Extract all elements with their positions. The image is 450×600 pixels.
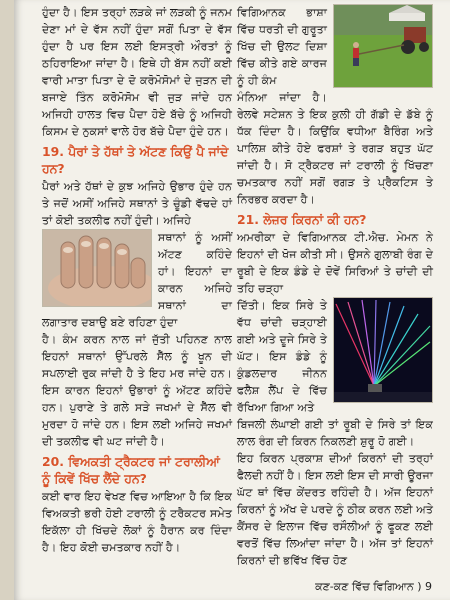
tractor-photo-illustration [334,5,432,87]
para-21d: ਇਹ ਕਿਰਨ ਪ੍ਰਕਾਸ਼ ਦੀਆਂ ਕਿਰਨਾਂ ਦੀ ਤਰ੍ਹਾਂ ਫੈਲਦੀ ਨਹੀਂ ਹੈ। ਇਸ ਲਈ ਇਸ ਦੀ ਸਾਰੀ ਊਰਜਾ ਘੱਟ ਥਾਂ ਵਿੱਚ ਕੇਂਦਰਤ ਰਹਿੰਦੀ ਹੈ। ਅੱਜ ਇਹਨਾਂ ਕਿਰਨਾਂ ਨੂੰ ਅੱਖ ਦੇ ਪਰਦੇ ਨੂੰ ਠੀਕ ਕਰਨ ਲਈ ਅਤੇ ਕੈਂਸਰ ਦੇ ਇਲਾਜ ਵਿੱਚ ਰਸੌਲੀਆਂ ਨੂੰ ਫੂਕਣ ਲਈ ਵਰਤੋਂ ਵਿੱਚ ਲਿਆਂਦਾ ਜਾਂਦਾ ਹੈ। ਅੱਜ ਤਾਂ ਇਹਨਾਂ ਕਿਰਨਾਂ ਦੀ ਭਵਿੱਖ ਵਿੱਚ ਹੋਣ [237,452,433,567]
callused-hands-photo [42,229,152,307]
book-page [14,0,450,600]
para-19b: ਸਥਾਨਾਂ ਨੂੰ ਅਸੀਂ ਅੱਟਣ ਕਹਿੰਦੇ ਹਾਂ। ਇਹਨਾਂ ਦਾ ਕਾਰਨ ਅਜਿਹੇ ਸਥਾਨਾਂ ਦਾ ਲਗਾਤਾਰ ਦਬਾਉ ਬਣੇ ਰਹਿਣਾ ਹੁੰਦਾ [42,231,232,329]
para-20b-rest: ਮੰਨਿਆ ਜਾਂਦਾ ਹੈ। ਰੇਲਵੇ ਸਟੇਸ਼ਨ ਤੇ ਇਕ ਕੁਲੀ ਹੀ ਗੱਡੀ ਦੇ ਡੱਬੇ ਨੂੰ ਧੱਕ ਦਿੰਦਾ ਹੈ। ਕਿਉਂਕਿ ਵਧੀਆ ਬੈਰਿੰਗ ਅਤੇ ਪਾਲਿਸ਼ ਕੀਤੇ ਹੋਏ ਫਰਸ਼ਾਂ ਤੇ ਰਗੜ ਬਹੁਤ ਘੱਟ ਜਾਂਦੀ ਹੈ। ਸੋ ਟ੍ਰੈਕਟਰ ਜਾਂ ਟਰਾਲੀ ਨੂੰ ਖਿੱਚਣਾ ਚਮਤਕਾਰ ਨਹੀਂ ਸਗੋਂ ਰਗੜ ਤੇ ਪ੍ਰੈਕਟਿਸ ਤੇ ਨਿਰਭਰ ਕਰਦਾ ਹੈ। [237,91,433,206]
para-20b-top: ਵਿਗਿਆਨਕ ਭਾਸ਼ਾ ਵਿੱਚ ਧਰਤੀ ਦੀ ਗੁਰੂਤਾ ਖਿੱਚ ਦੀ ਉਲਟ ਦਿਸ਼ਾ ਵਿੱਚ ਕੀਤੇ ਗਏ ਕਾਰਜ ਨੂੰ ਹੀ ਕੰਮ [237,6,327,87]
page-gutter [0,0,14,600]
laser-beams-photo [333,297,433,403]
hand-photo-illustration [43,230,151,306]
para-20: ਕਈ ਵਾਰ ਇਹ ਵੇਖਣ ਵਿਚ ਆਇਆ ਹੈ ਕਿ ਇਕ ਵਿਅਕਤੀ ਭਰੀ ਹੋਈ ਟਰਾਲੀ ਨੂੰ ਟਰੈਕਟਰ ਸਮੇਤ ਇਕੱਲਾ ਹੀ ਖਿੱਚਦੇ ਲੋਕਾਂ ਨੂੰ ਹੈਰਾਨ ਕਰ ਦਿੰਦਾ ਹੈ। ਇਹ ਕੋਈ ਚਮਤਕਾਰ ਨਹੀਂ ਹੈ। [42,490,232,554]
right-column [237,4,433,569]
heading-20: 20. ਵਿਅਕਤੀ ਟ੍ਰੈਕਟਰ ਜਾਂ ਟਰਾਲੀਆਂ ਨੂੰ ਕਿਵੇਂ ਖਿੱਚ ਲੈਂਦੇ ਹਨ? [42,454,220,486]
intro-paragraph: ਹੁੰਦਾ ਹੈ। ਇਸ ਤਰ੍ਹਾਂ ਲੜਕੇ ਜਾਂ ਲੜਕੀ ਨੂੰ ਜਨਮ ਦੇਣਾ ਮਾਂ ਦੇ ਵੱਸ ਨਹੀਂ ਹੁੰਦਾ ਸਗੋਂ ਪਿਤਾ ਦੇ ਵੱਸ ਹੁੰਦਾ ਹੈ ਪਰ ਇਸ ਲਈ ਇਸਤ੍ਰੀ ਔਰਤਾਂ ਨੂੰ ਠਹਿਰਾਇਆ ਜਾਂਦਾ ਹੈ। ਇਥੇ ਹੀ ਬੱਸ ਨਹੀਂ ਕਈ ਵਾਰੀ ਮਾਤਾ ਪਿਤਾ ਦੇ ਦੋ ਕਰੋਮੋਸੋਮਾਂ ਦੇ ਜੁੜਨ ਦੀ ਬਜਾਏ ਤਿੰਨ ਕਰੋਮੋਸੋਮ ਵੀ ਜੁੜ ਜਾਂਦੇ ਹਨ ਅਜਿਹੀ ਹਾਲਤ ਵਿਚ ਪੈਦਾ ਹੋਏ ਬੱਚੇ ਨੂੰ ਅਜਿਹੀ ਕਿਸਮ ਦੇ ਨੁਕਸਾਂ ਵਾਲੇ ਹੋਰ ਬੱਚੇ ਪੈਦਾ ਹੁੰਦੇ ਹਨ। [42,6,232,138]
book-title: ਕਣ-ਕਣ ਵਿੱਚ ਵਿਗਿਆਨ [315,580,414,593]
para-21b: ਦਿੱਤੀ। ਇਕ ਸਿਰੇ ਤੇ ਵੱਧ ਚਾਂਦੀ ਚੜ੍ਹਾਈ ਗਈ ਅਤੇ ਦੂਜੇ ਸਿਰੇ ਤੇ ਘੱਟ। ਇਸ ਡੰਡੇ ਨੂੰ ਕੁੰਡਲਦਾਰ ਜੀਨਨ ਫਲੈਸ਼ ਲੈਂਪ ਦੇ ਵਿੱਚ ਰੱਖਿਆ ਗਿਆ ਅਤੇ [237,299,327,414]
para-21c: ਬਿਜਲੀ ਲੰਘਾਈ ਗਈ ਤਾਂ ਰੂਬੀ ਦੇ ਸਿਰੇ ਤਾਂ ਇਕ ਲਾਲ ਰੰਗ ਦੀ ਕਿਰਨ ਨਿਕਲਣੀ ਸ਼ੁਰੂ ਹੋ ਗਈ। [237,418,433,448]
para-19c: ਹੈ। ਕੰਮ ਕਰਨ ਨਾਲ ਜਾਂ ਜੁੱਤੀ ਪਹਿਨਣ ਨਾਲ ਇਹਨਾਂ ਸਥਾਨਾਂ ਉੱਪਰਲੇ ਸੈੱਲ ਨੂੰ ਖੂਨ ਦੀ ਸਪਲਾਈ ਰੁਕ ਜਾਂਦੀ ਹੈ ਤੇ ਇਹ ਮਰ ਜਾਂਦੇ ਹਨ। ਇਸ ਕਾਰਨ ਇਹਨਾਂ ਉਭਾਰਾਂ ਨੂੰ ਅੱਟਣ ਕਹਿੰਦੇ ਹਨ। ਪੁਰਾਣੇ ਤੇ ਗਲੇ ਸੜੇ ਜਖਮਾਂ ਦੇ ਸੈੱਲ ਵੀ ਮੁਰਦਾ ਹੋ ਜਾਂਦੇ ਹਨ। ਇਸ ਲਈ ਅਜਿਹੇ ਜਖਮਾਂ ਦੀ ਤਕਲੀਫ ਵੀ ਘਟ ਜਾਂਦੀ ਹੈ। [42,333,232,448]
laser-photo-illustration [334,298,432,402]
heading-19: 19. ਪੈਰਾਂ ਤੇ ਹੱਥਾਂ ਤੇ ਅੱਟਣ ਕਿਉਂ ਪੈ ਜਾਂਦੇ ਹਨ? [42,144,229,176]
para-19a: ਪੈਰਾਂ ਅਤੇ ਹੱਥਾਂ ਦੇ ਕੁਝ ਅਜਿਹੇ ਉਭਾਰ ਹੁੰਦੇ ਹਨ ਤੇ ਜਦੋਂ ਅਸੀਂ ਅਜਿਹੇ ਸਥਾਨਾਂ ਤੇ ਚੂੰਡੀ ਵੱਢਦੇ ਹਾਂ ਤਾਂ ਕੋਈ ਤਕਲੀਫ ਨਹੀਂ ਹੁੰਦੀ। ਅਜਿਹੇ [42,180,232,227]
page-footer [315,580,432,594]
para-21a: ਅਮਰੀਕਾ ਦੇ ਵਿਗਿਆਨਕ ਟੀ.ਐਚ. ਮੇਮਨ ਨੇ ਇਹਨਾਂ ਦੀ ਖੋਜ ਕੀਤੀ ਸੀ। ਉਸਨੇ ਗੁਲਾਬੀ ਰੰਗ ਦੇ ਰੂਬੀ ਦੇ ਇਕ ਡੰਡੇ ਦੇ ਦੋਵੇਂ ਸਿਰਿਆਂ ਤੇ ਚਾਂਦੀ ਦੀ ਤਹਿ ਚੜ੍ਹਾ [237,231,433,295]
left-column [42,4,232,556]
heading-21: 21. ਲੇਜ਼ਰ ਕਿਰਨਾਂ ਕੀ ਹਨ? [237,212,367,227]
page-number: 9 [425,580,432,593]
footer-separator: ) [417,580,425,593]
tractor-pull-photo [333,4,433,88]
